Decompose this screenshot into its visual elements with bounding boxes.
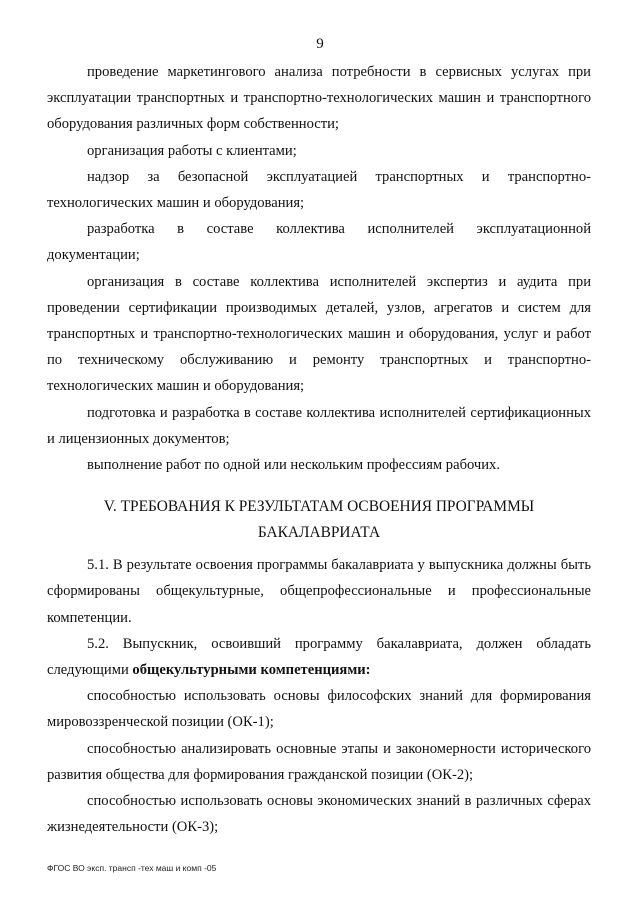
paragraph-5-2-text: 5.2. Выпускник, освоивший программу бакалавриата, должен обладать следующими [47, 635, 591, 679]
paragraph-license-documents: подготовка и разработка в составе коллектива исполнителей сертификационных и лицензионных документов; [47, 404, 591, 447]
paragraph-5-2 [47, 631, 591, 683]
paragraph-documentation: разработка в составе коллектива исполнителей эксплуатационной документации; [47, 221, 591, 264]
paragraph-safety-supervision: надзор за безопасной эксплуатацией транспортных и транспортно-технологических машин и оборудования; [47, 168, 591, 212]
page-footer: ФГОС ВО эксп. трансп -тех маш и комп -05 [47, 863, 217, 873]
competency-ok-1: способностью использовать основы философских знаний для формирования мировоззренческой позиции (ОК-1); [47, 688, 591, 731]
paragraph-5-1: 5.1. В результате освоения программы бакалавриата у выпускника должны быть сформированы общекультурные, общепрофессиональные и профессиональные компетенции. [47, 557, 591, 626]
paragraph-worker-professions: выполнение работ по одной или нескольким профессиям рабочих. [87, 457, 501, 474]
page-body [47, 59, 591, 840]
paragraph-certification-audit: организация в составе коллектива исполнителей экспертиз и аудита при проведении сертификации производимых деталей, узлов, агрегатов и систем для транспортных и транспортно-технологических машин и оборудования, услуг и работ по техническому обслуживанию и ремонту транспортных и транспортно-технологических машин и оборудования; [47, 273, 591, 395]
competency-ok-2: способностью анализировать основные этапы и закономерности исторического развития общества для формирования гражданской позиции (ОК-2); [47, 740, 591, 783]
competency-ok-3: способностью использовать основы экономических знаний в различных сферах жизнедеятельности (ОК-3); [47, 793, 591, 836]
paragraph-marketing-analysis: проведение маркетингового анализа потребности в сервисных услугах при эксплуатации транспортных и транспортно-технологических машин и транспортного оборудования различных форм собственности; [47, 64, 591, 133]
paragraph-client-work: организация работы с клиентами; [87, 142, 297, 159]
page-number: 9 [316, 36, 324, 52]
section-heading: V. ТРЕБОВАНИЯ К РЕЗУЛЬТАТАМ ОСВОЕНИЯ ПРОГРАММЫ БАКАЛАВРИАТА [103, 498, 535, 542]
paragraph-5-2-bold: общекультурными компетенциями: [132, 662, 371, 679]
